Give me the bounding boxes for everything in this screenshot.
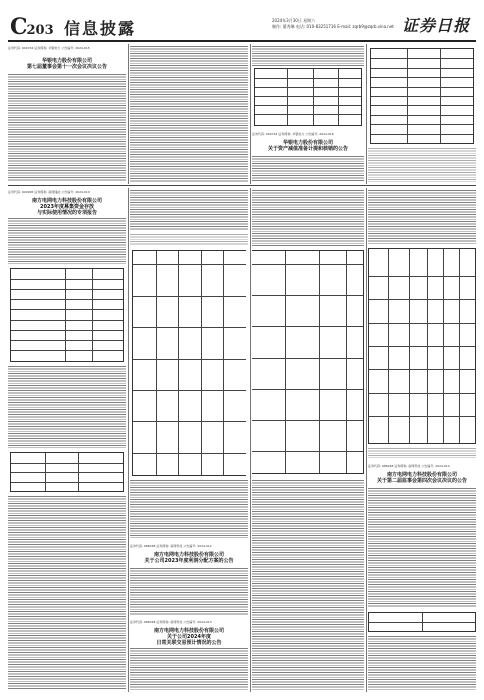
body-text xyxy=(252,156,364,182)
announcement-title xyxy=(8,198,126,216)
body-text xyxy=(130,46,248,182)
newspaper-logo: 证券日报 xyxy=(402,16,471,35)
announcement-block-2 xyxy=(252,44,364,184)
body-text xyxy=(130,480,248,538)
issue-date: 2024年3月30日 星期六 xyxy=(272,18,316,23)
body-text xyxy=(252,46,364,66)
body-text xyxy=(368,488,476,608)
data-table xyxy=(370,48,474,144)
small-table xyxy=(368,612,476,632)
body-text xyxy=(368,636,476,690)
title-line: 关于第二届监事会第四次会议决议的公告 xyxy=(376,478,467,484)
announcement-code: 证券代码: 688248 证券简称: 南网科技 公告编号: 2024-014 xyxy=(368,464,450,468)
announcement-code: 证券代码: 600744 证券简称: 华银电力 公告编号: 2024-016 xyxy=(252,132,334,136)
page-number-digits: 203 xyxy=(26,23,54,38)
section-divider xyxy=(8,185,476,186)
fund-usage-table xyxy=(132,250,246,476)
announcement-block-3 xyxy=(8,188,126,692)
title-line: 华银电力股份有限公司 xyxy=(282,140,333,146)
title-line: 南方电网电力科技股份有限公司 xyxy=(31,198,102,204)
top-right-block xyxy=(368,44,476,184)
section-title: 信息披露 xyxy=(64,19,137,38)
announcement-title xyxy=(130,628,248,646)
body-text xyxy=(130,190,248,230)
body-text xyxy=(252,190,364,246)
title-line: 日常关联交易预计情况的公告 xyxy=(156,640,222,646)
announcement-block-1-cont xyxy=(130,44,248,184)
fund-usage-table-cont xyxy=(252,250,364,474)
impairment-table xyxy=(254,68,362,126)
column-rule xyxy=(128,44,129,184)
column-rule xyxy=(366,44,367,184)
announcement-code: 证券代码: 600744 证券简称: 华银电力 公告编号: 2024-015 xyxy=(8,46,90,50)
body-text xyxy=(8,366,126,448)
body-text xyxy=(8,218,126,264)
announcement-block-5 xyxy=(252,188,364,692)
title-line: 关于资产减值准备计提和核销的公告 xyxy=(267,146,348,152)
page-letter: C xyxy=(10,14,27,40)
title-line: 南方电网电力科技股份有限公司 xyxy=(153,628,224,634)
masthead-rule xyxy=(8,40,476,42)
title-line: 关于公司2023年度利润分配方案的公告 xyxy=(144,558,234,564)
related-trade-table xyxy=(368,248,476,444)
title-line: 南方电网电力科技股份有限公司 xyxy=(153,552,224,558)
title-line: 第七届董事会第十一次会议决议公告 xyxy=(26,64,107,70)
title-line: 南方电网电力科技股份有限公司 xyxy=(386,472,457,478)
body-text xyxy=(8,74,126,182)
column-rule xyxy=(128,188,129,692)
body-text xyxy=(252,480,364,690)
fund-table xyxy=(10,268,124,362)
column-rule xyxy=(250,188,251,692)
account-table xyxy=(10,452,124,492)
announcement-code: 证券代码: 600995 证券简称: 南网储能 公告编号: 2024-010 xyxy=(8,190,90,194)
announcement-code: 证券代码: 688248 证券简称: 南网科技 公告编号: 2024-013 xyxy=(130,620,212,624)
column-rule xyxy=(366,188,367,692)
announcement-block-1 xyxy=(8,44,126,184)
body-text xyxy=(368,148,476,182)
announcement-code: 证券代码: 688248 证券简称: 南网科技 公告编号: 2024-012 xyxy=(130,544,212,548)
title-line: 关于公司2024年度 xyxy=(167,634,211,640)
masthead xyxy=(0,0,484,44)
body-text xyxy=(130,234,248,246)
page-number xyxy=(10,14,54,40)
title-line: 2023年度募集资金存放 xyxy=(40,204,94,210)
announcement-title xyxy=(252,140,364,152)
column-rule xyxy=(250,44,251,184)
body-text xyxy=(368,448,476,458)
body-text xyxy=(130,568,248,616)
body-text xyxy=(368,190,476,244)
announcement-title xyxy=(8,58,126,70)
body-text xyxy=(8,496,126,690)
title-line: 与实际使用情况的专项报告 xyxy=(36,210,97,216)
announcement-title xyxy=(368,472,476,484)
announcement-block-6 xyxy=(368,188,476,692)
body-text xyxy=(130,648,248,690)
announcement-title xyxy=(130,552,248,564)
title-line: 华银电力股份有限公司 xyxy=(41,58,92,64)
editor-contact: 制作: 董秀琳 电话: 010-83251716 E-mail: zqrb9@zqrb.sina.net xyxy=(272,24,394,29)
